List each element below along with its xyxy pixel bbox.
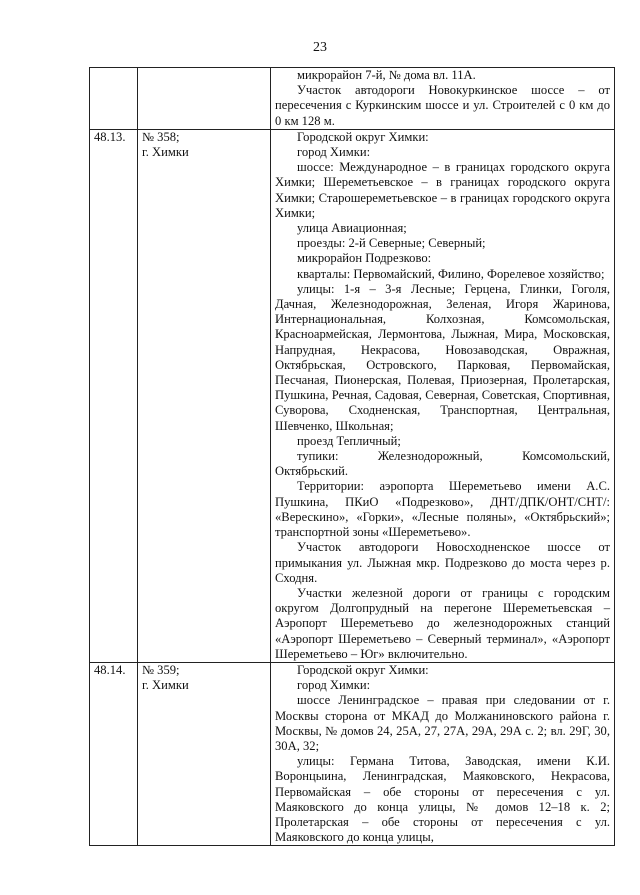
description-paragraph: город Химки: [297,678,371,693]
district-name-cell [138,129,271,662]
row-number-cell: 48.14. [90,662,138,845]
description-paragraph: Участок автодороги Новосходненское шоссе от примыкания ул. Лыжная мкр. Подрезково до моста через р. Сходня. [275,540,610,585]
description-paragraph: тупики: Железнодорожный, Комсомольский, Октябрьский. [275,449,610,479]
description-paragraph: Территории: аэропорта Шереметьево имени А.С. Пушкина, ПКиО «Подрезково», ДНТ/ДПК/ОНТ/СНТ/: «Верескино», «Горки», «Лесные поляны», «Октябрьский»; транспортной зоны «Шереметьево». [275,479,610,540]
boundary-description-cell [271,129,615,662]
district-name-line: г. Химки [142,678,189,693]
description-paragraph: улица Авиационная; [297,221,407,236]
description-paragraph: Участки железной дороги от границы с городским округом Долгопрудный на перегоне Шереметьевская – Аэропорт Шереметьево до железнодорожных станций «Аэропорт Шереметьево – Северный терминал», «Аэропорт Шереметьево – Юг» включительно. [275,585,610,661]
boundary-description-cell [271,662,615,845]
description-paragraph: шоссе: Международное – в границах городского округа Химки; Шереметьевское – в границах городского округа Химки; Старошереметьевское – в границах городского округа Химки; [275,160,610,220]
description-paragraph: микрорайон 7-й, № дома вл. 11А. [297,68,476,82]
district-name-line: № 358; [142,129,180,144]
row-number-cell [90,68,138,130]
description-paragraph: Городской округ Химки: [297,662,429,677]
district-name-line: г. Химки [142,145,189,160]
table-row [90,129,615,662]
boundary-description-cell [271,68,615,130]
table-body [90,68,615,846]
description-paragraph: шоссе Ленинградское – правая при следовании от г. Москвы сторона от МКАД до Молжаниновского района г. Москвы, № домов 24, 25А, 27, 27А, 29А, 29А с. 2; вл. 29Г, 30, 30А, 32; [275,693,610,753]
row-number-cell: 48.13. [90,129,138,662]
table-row [90,662,615,845]
description-paragraph: кварталы: Первомайский, Филино, Форелевое хозяйство; [297,266,605,281]
page-number: 23 [313,40,327,55]
description-paragraph: город Химки: [297,145,371,160]
district-name-line: № 359; [142,662,180,677]
description-paragraph: улицы: Германа Титова, Заводская, имени К.И. Воронцыина, Ленинградская, Маяковского, Некрасова, Первомайская – обе стороны от пересечения с ул. Маяковского до конца улицы, № домов 12–18 к. 2; Пролетарская – обе стороны от пересечения с ул. Маяковского до конца улицы, [275,754,610,845]
description-paragraph: Участок автодороги Новокуркинское шоссе – от пересечения с Куркинским шоссе и ул. Строителей с 0 км до 0 км 128 м. [275,83,610,128]
district-name-cell [138,68,271,130]
document-table [89,67,615,846]
description-paragraph: проезд Тепличный; [297,433,401,448]
description-paragraph: проезды: 2-й Северные; Северный; [297,236,486,251]
description-paragraph: улицы: 1-я – 3-я Лесные; Герцена, Глинки, Гоголя, Дачная, Железнодорожная, Зеленая, Игоря Жаринова, Интернациональная, Колхозная, Комсомольская, Красноармейская, Лермонтова, Лыжная, Мира, Московская, Напрудная, Некрасова, Новозаводская, Овражная, Октябрьская, Островского, Парковая, Первомайская, Песчаная, Пионерская, Полевая, Приозерная, Пролетарская, Пушкина, Речная, Садовая, Северная, Советская, Спортивная, Суворова, Сходненская, Транспортная, Центральная, Шевченко, Школьная; [275,281,610,433]
description-paragraph: микрорайон Подрезково: [297,251,432,266]
district-name-cell [138,662,271,845]
description-paragraph: Городской округ Химки: [297,129,429,144]
table-row [90,68,615,130]
